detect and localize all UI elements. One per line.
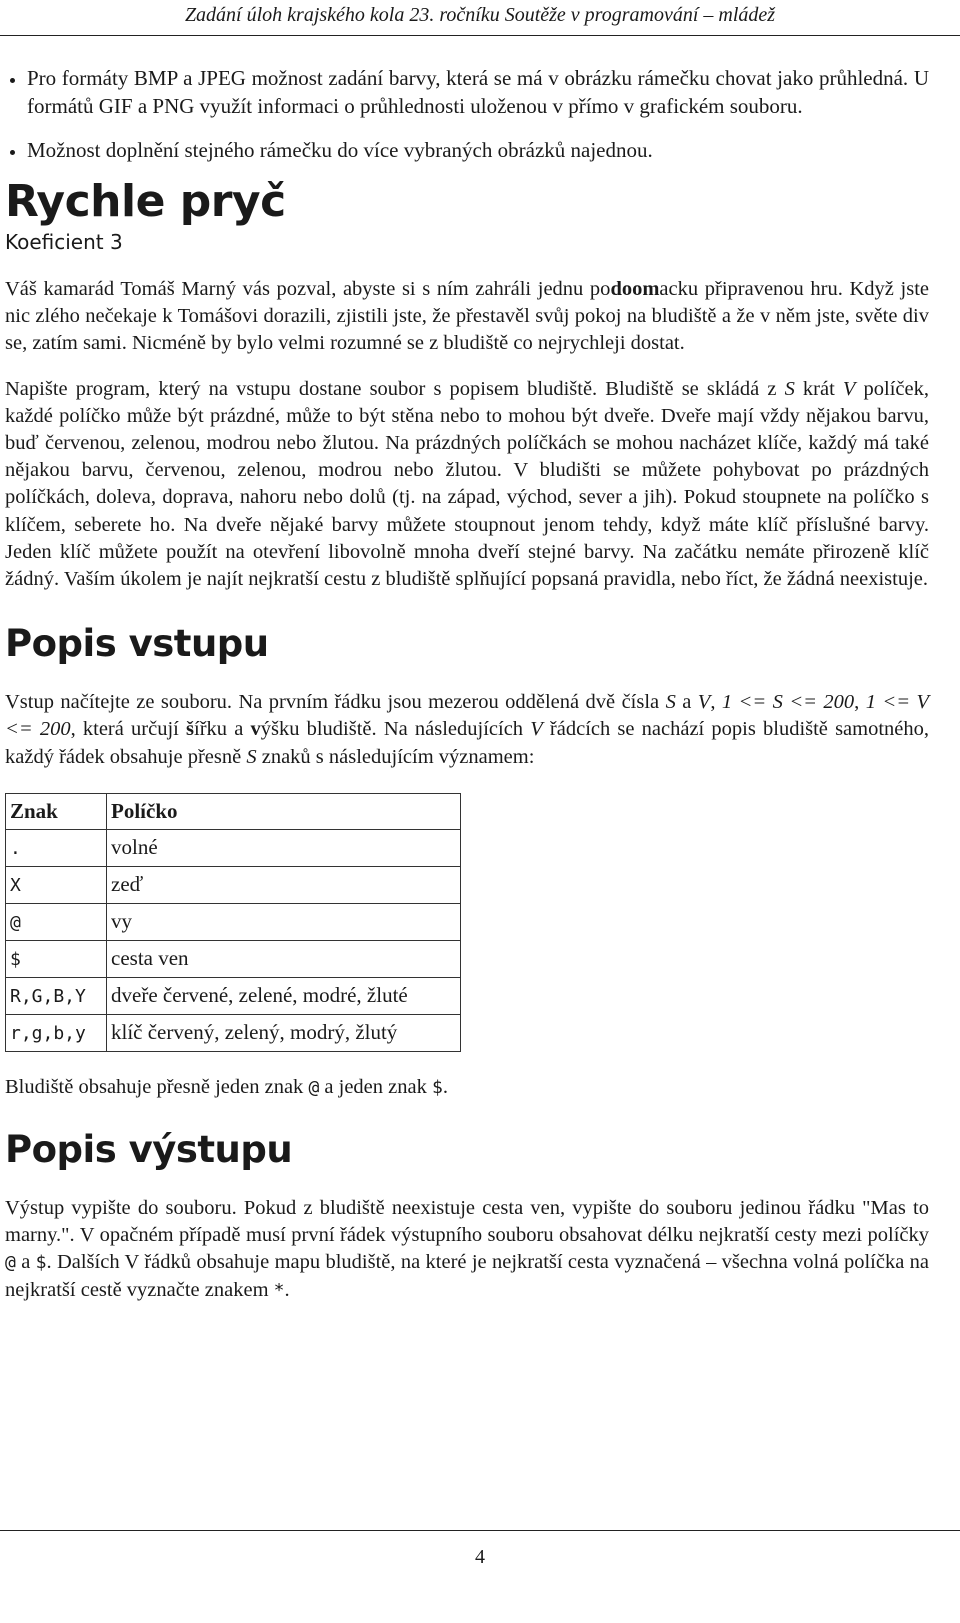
- table-cell-meaning: volné: [107, 829, 461, 866]
- bullet-list: [5, 64, 929, 164]
- input-section-title: Popis vstupu: [5, 622, 269, 666]
- table-cell-char: @: [6, 903, 107, 940]
- task-description: Napište program, který na vstupu dostane soubor s popisem bludiště. Bludiště se skládá z S krát V políček, každé políčko může být prázdné, může to být stěna nebo to mohou být dveře. Dveře mají vždy nějakou barvu, buď červenou, zelenou, modrou nebo žlutou. Na prázdných políčkách se mohou nacházet klíče, každý má také nějakou barvu, červenou, zelenou, modrou nebo žlutou. V bludišti se můžete pohybovat po prázdných políčkách, doleva, doprava, nahoru nebo dolů (tj. na západ, východ, sever a jih). Pokud stoupnete na políčko s klíčem, seberete ho. Na dveře nějaké barvy můžete stoupnout jenom tehdy, když máte klíč příslušné barvy. Jeden klíč můžete použít na otevření libovolně mnoha dveří stejné barvy. Na začátku nemáte přirozeně klíč žádný. Vaším úkolem je najít nejkratší cestu z bludiště splňující popsaná pravidla, nebo říct, že žádná neexistuje.: [5, 377, 929, 591]
- table-header-cell: Znak: [6, 793, 107, 829]
- output-description: Výstup vypište do souboru. Pokud z bludiště neexistuje cesta ven, vypište do souboru jedinou řádku "Mas to marny.". V opačném případě musí první řádek výstupního souboru obsahovat délku nejkratší cesty mezi políčky @ a $. Dalších V řádků obsahuje mapu bludiště, na které je nejkratší cesta vyznačená – všechna volná políčka na nejkratší cestě vyznačte znakem *.: [5, 1197, 929, 1301]
- task-intro: Váš kamarád Tomáš Marný vás pozval, abyste si s ním zahráli jednu podoomacku připravenou hru. Když jste nic zlého nečekaje k Tomášovi dorazili, zjistili jste, že přestavěl svůj pokoj na bludiště a že v něm jste, světe div se, zatím sami. Nicméně by bylo velmi rozumné se z bludiště co nejrychleji dostat.: [5, 278, 929, 355]
- footer-divider: [0, 1530, 960, 1531]
- input-note: Bludiště obsahuje přesně jeden znak @ a jeden znak $.: [5, 1075, 448, 1098]
- table-row: [6, 866, 461, 903]
- input-description: Vstup načítejte ze souboru. Na prvním řádku jsou mezerou oddělená dvě čísla S a V, 1 <= S <= 200, 1 <= V <= 200, která určují šířku a výšku bludiště. Na následujících V řádcích se nachází popis bludiště samotného, každý řádek obsahuje přesně S znaků s následujícím významem:: [5, 691, 930, 768]
- output-section-title: Popis výstupu: [5, 1128, 293, 1172]
- table-cell-char: .: [6, 829, 107, 866]
- list-item: • Možnost doplnění stejného rámečku do více vybraných obrázků najednou.: [27, 136, 929, 164]
- table-cell-char: r,g,b,y: [6, 1014, 107, 1051]
- table-header-cell: Políčko: [107, 793, 461, 829]
- table-cell-meaning: klíč červený, zelený, modrý, žlutý: [107, 1014, 461, 1051]
- table-row: [6, 903, 461, 940]
- table-row: [6, 940, 461, 977]
- table-cell-meaning: dveře červené, zelené, modré, žluté: [107, 977, 461, 1014]
- table-row: [6, 977, 461, 1014]
- table-header-row: [6, 793, 461, 829]
- table-cell-meaning: zeď: [107, 866, 461, 903]
- page-header: Zadání úloh krajského kola 23. ročníku Soutěže v programování – mládež: [0, 0, 960, 36]
- task-title: Rychle pryč: [5, 176, 286, 227]
- table-cell-char: R,G,B,Y: [6, 977, 107, 1014]
- page-number: 4: [475, 1546, 485, 1568]
- table-cell-char: X: [6, 866, 107, 903]
- symbol-table: [5, 793, 461, 1052]
- table-row: [6, 829, 461, 866]
- list-item: • Pro formáty BMP a JPEG možnost zadání barvy, která se má v obrázku rámečku chovat jako průhledná. U formátů GIF a PNG využít informaci o průhlednosti uloženou v přímo v grafickém souboru.: [27, 64, 929, 120]
- task-coefficient: Koeficient 3: [5, 230, 123, 254]
- table-cell-meaning: vy: [107, 903, 461, 940]
- table-cell-meaning: cesta ven: [107, 940, 461, 977]
- table-cell-char: $: [6, 940, 107, 977]
- page-content: [5, 64, 929, 1304]
- table-row: [6, 1014, 461, 1051]
